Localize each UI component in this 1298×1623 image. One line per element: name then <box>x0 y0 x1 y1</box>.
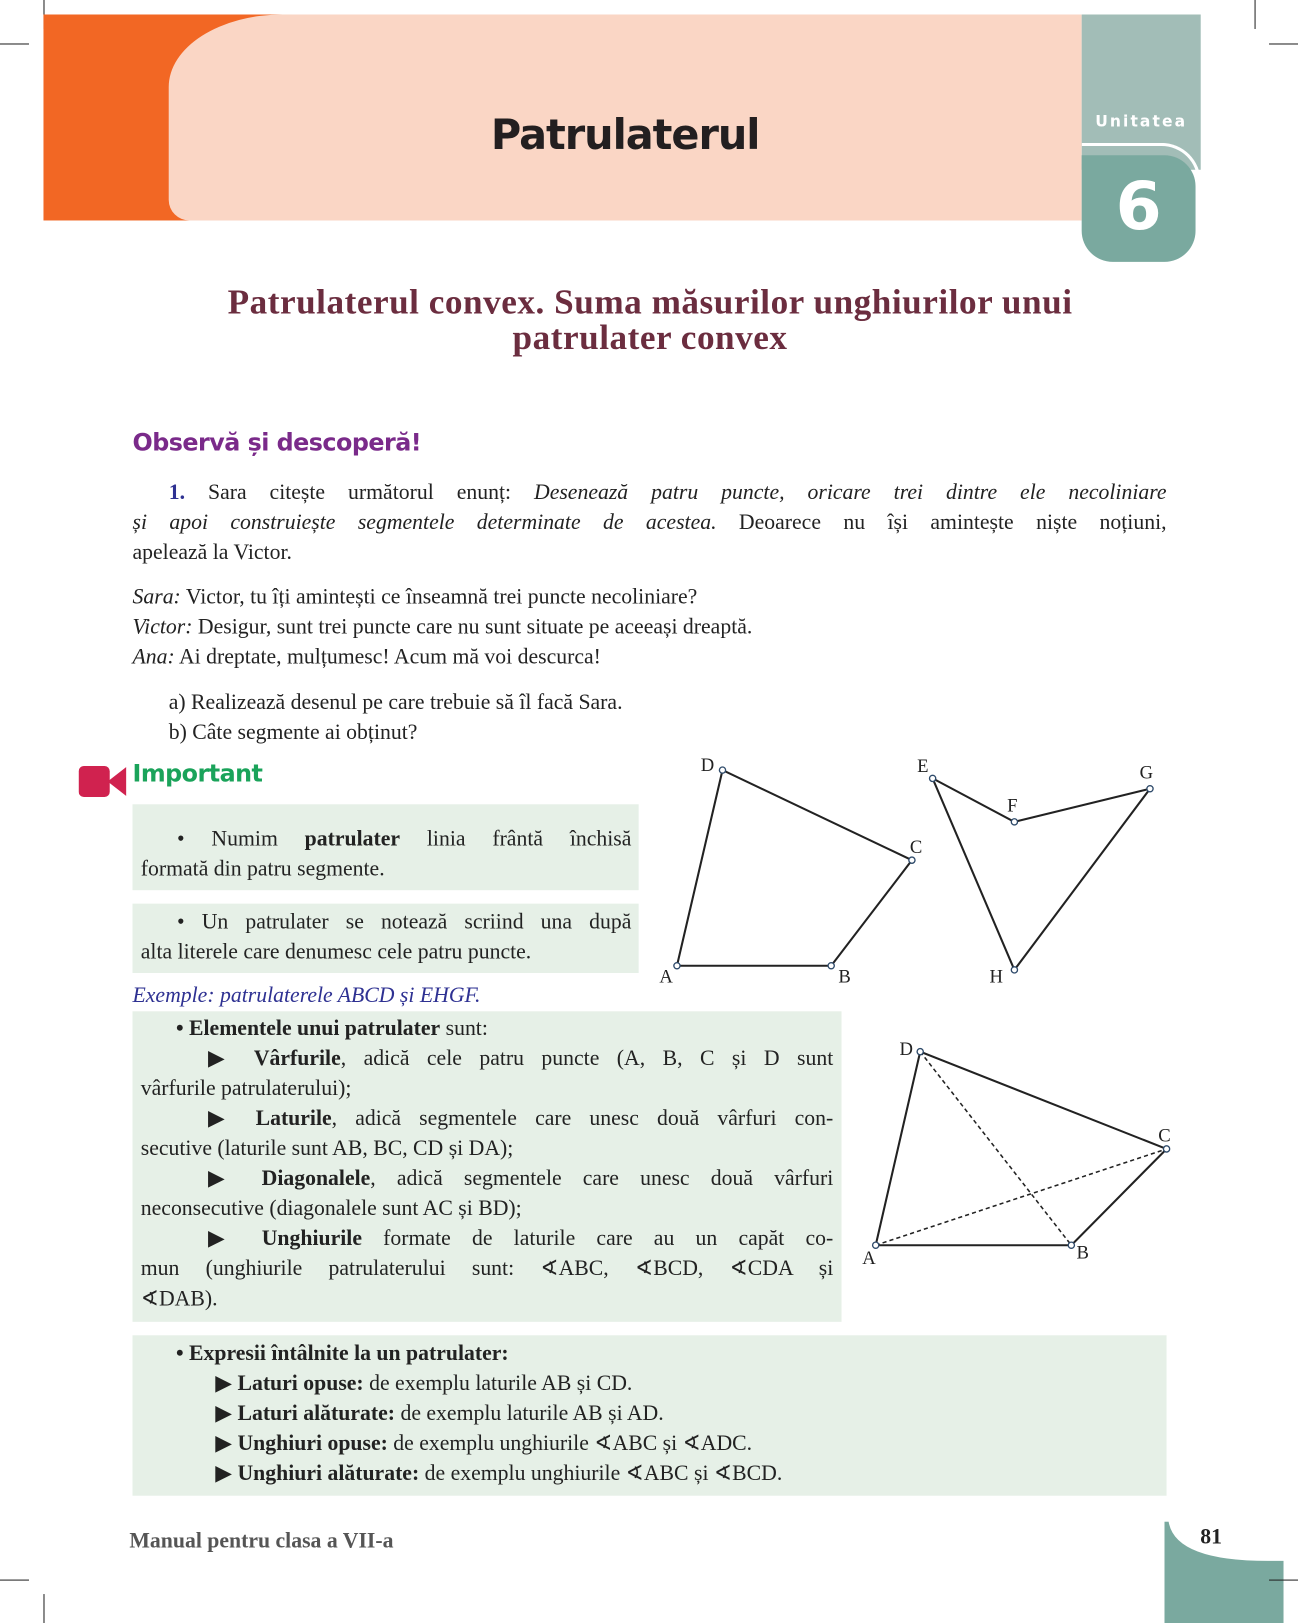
lesson-title-line-1: Patrulaterul convex. Suma măsurilor unghiurilor unui <box>227 283 1073 322</box>
term: ▶ Diagonalele <box>208 1165 371 1191</box>
element-diagonals-cont: neconsecutive (diagonalele sunt AC și BD); <box>140 1195 522 1221</box>
quadrilateral-abcd-diagonals <box>876 1052 1167 1246</box>
label-h: H <box>989 966 1004 988</box>
chapter-title: Patrulaterul <box>490 111 760 160</box>
text: de exemplu laturile AB și CD. <box>363 1370 633 1396</box>
text: Deoarece nu își amintește niște noțiuni, <box>716 509 1167 535</box>
element-vertices-cont: vârfurile patrulaterului); <box>140 1075 352 1101</box>
unit-label: Unitatea <box>1095 111 1188 131</box>
notation-line-1: • Un patrulater se notează scriind una după <box>177 908 632 934</box>
quadrilateral-ehgf-concave <box>933 778 1150 969</box>
element-angles-cont-2: ∢DAB). <box>140 1285 218 1311</box>
text: sunt: <box>440 1015 488 1041</box>
speaker: Victor: <box>132 613 193 639</box>
label-c: C <box>1158 1125 1171 1147</box>
label-c: C <box>909 836 923 858</box>
page-number: 81 <box>1200 1523 1222 1549</box>
task-b: b) Câte segmente ai obținut? <box>168 719 418 745</box>
label-f: F <box>1007 795 1018 817</box>
dialog-text: Victor, tu îți amintești ce înseamnă trei puncte necoliniare? <box>180 583 698 609</box>
unit-number: 6 <box>1115 168 1162 246</box>
definition-line-2: formată din patru segmente. <box>140 856 385 881</box>
text: , adică segmentele care unesc două vârfuri con- <box>331 1105 834 1131</box>
exercise-line-3: apelează la Victor. <box>132 539 292 565</box>
dialog-text: Ai dreptate, mulțumesc! Acum mă voi descurca! <box>174 643 601 669</box>
speaker: Sara: <box>132 583 181 609</box>
statement-italic: Desenează patru puncte, oricare trei dintre ele necoliniare <box>533 479 1167 505</box>
term: ▶ Unghiuri opuse: <box>215 1430 388 1456</box>
exercise-number: 1. <box>168 479 186 505</box>
crop-mark <box>1269 1580 1298 1581</box>
text: de exemplu unghiurile ∢ABC și ∢BCD. <box>419 1460 783 1486</box>
expressions-intro: • Expresii întâlnite la un patrulater: <box>175 1340 509 1366</box>
dialog-text: Desigur, sunt trei puncte care nu sunt situate pe aceeași dreaptă. <box>192 613 753 639</box>
label-g: G <box>1139 762 1154 784</box>
term: ▶ Laturi opuse: <box>215 1370 364 1396</box>
label-b: B <box>838 966 851 988</box>
lesson-title-line-2: patrulater convex <box>512 318 788 358</box>
notation-line-2: alta literele care denumesc cele patru puncte. <box>140 938 532 964</box>
observe-heading: Observă și descoperă! <box>132 429 422 457</box>
important-heading: Important <box>132 760 263 788</box>
term: • Elementele unui patrulater <box>175 1015 441 1041</box>
text: , adică segmentele care unesc două vârfuri <box>370 1165 834 1191</box>
label-a: A <box>862 1247 876 1269</box>
term: ▶ Unghiurile <box>208 1225 362 1251</box>
term: ▶ Laturile <box>208 1105 332 1131</box>
label-a: A <box>659 966 673 988</box>
label-b: B <box>1076 1242 1089 1264</box>
element-sides-cont: secutive (laturile sunt AB, BC, CD și DA); <box>140 1135 514 1161</box>
label-e: E <box>917 756 929 778</box>
footer-book-title: Manual pentru clasa a VII-a <box>129 1527 394 1553</box>
text: formate de laturile care au un capăt co- <box>361 1225 834 1251</box>
example-line: Exemple: patrulaterele ABCD și EHGF. <box>132 982 481 1008</box>
text: linia frântă închisă <box>400 826 632 851</box>
text: • Numim <box>177 826 305 851</box>
term: ▶ Laturi alăturate: <box>215 1400 396 1426</box>
statement-italic: și apoi construiește segmentele determinate de acestea. <box>132 509 717 535</box>
label-d: D <box>700 755 715 777</box>
speaker: Ana: <box>132 643 175 669</box>
text: , adică cele patru puncte (A, B, C și D sunt <box>340 1045 834 1071</box>
text: de exemplu unghiurile ∢ABC și ∢ADC. <box>387 1430 753 1456</box>
task-a: a) Realizează desenul pe care trebuie să îl facă Sara. <box>168 689 623 715</box>
label-d: D <box>899 1038 913 1060</box>
quadrilateral-abcd-convex <box>677 770 912 966</box>
term: ▶ Vârfurile <box>208 1045 341 1071</box>
text: Sara citește următorul enunț: <box>185 479 534 505</box>
term: ▶ Unghiuri alăturate: <box>215 1460 420 1486</box>
diagonal-ac <box>876 1149 1167 1245</box>
term: patrulater <box>304 826 401 851</box>
element-angles-cont: mun (unghiurile patrulaterului sunt: ∢ABC, ∢BCD, ∢CDA și <box>140 1255 834 1281</box>
text: de exemplu laturile AB și AD. <box>395 1400 664 1426</box>
